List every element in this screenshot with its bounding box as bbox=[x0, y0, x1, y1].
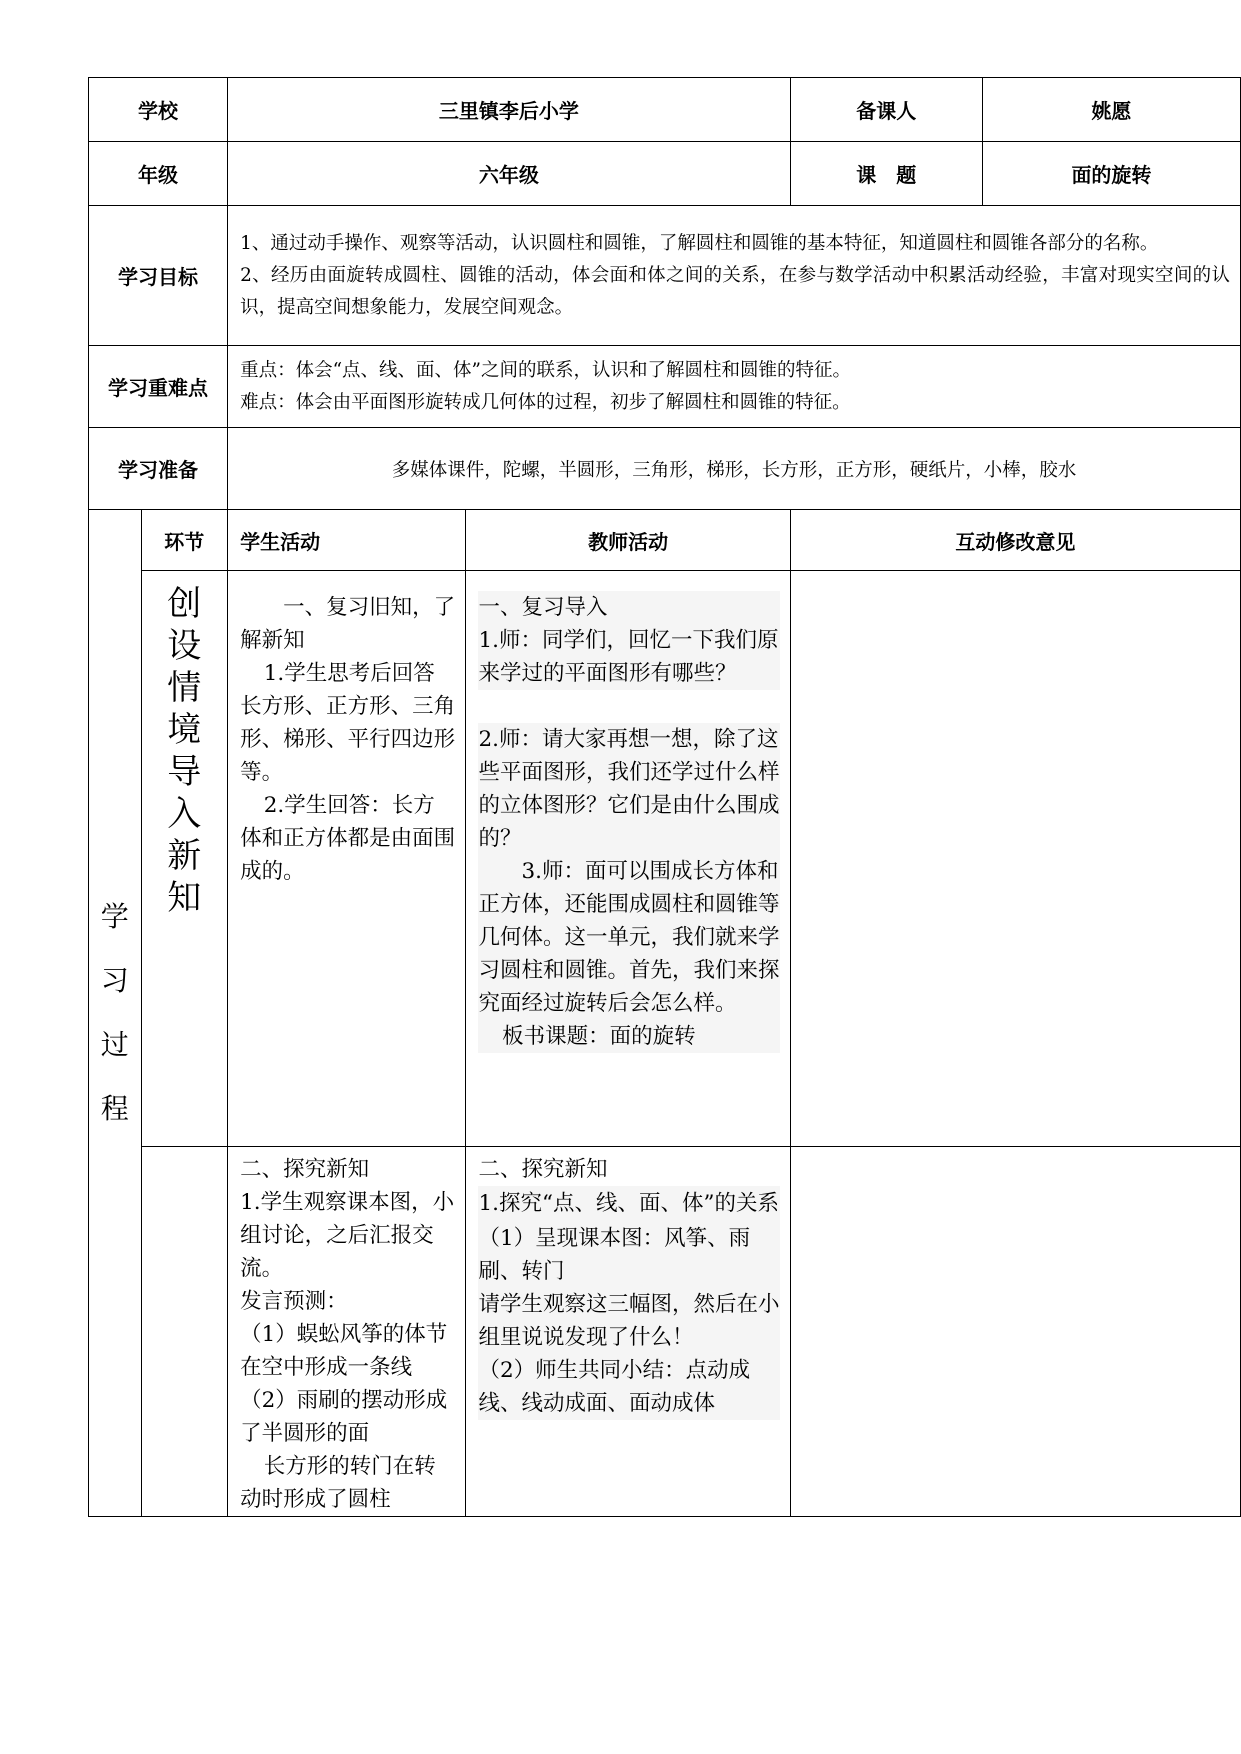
objective-1: 1、通过动手操作、观察等活动，认识圆柱和圆锥，了解圆柱和圆锥的基本特征，知道圆柱和圆锥各部分的名称。 bbox=[240, 232, 1159, 254]
student-para: 二、探究新知 bbox=[240, 1157, 370, 1182]
stage1-student-activity bbox=[228, 571, 466, 1147]
school-value: 三里镇李后小学 bbox=[228, 78, 791, 142]
stage-char: 知 bbox=[167, 878, 202, 918]
stage-char: 境 bbox=[167, 710, 202, 750]
stage1-feedback bbox=[790, 571, 1240, 1147]
col-student: 学生活动 bbox=[228, 510, 466, 571]
side-char: 过 bbox=[100, 1028, 129, 1061]
student-para: 1.学生思考后回答长方形、正方形、三角形、梯形、平行四边形等。 bbox=[240, 661, 456, 785]
stage-char: 创 bbox=[167, 584, 202, 624]
key-points-label: 学习重难点 bbox=[89, 346, 228, 428]
side-char: 程 bbox=[100, 1092, 129, 1125]
teacher-para: 2.师：请大家再想一想，除了这些平面图形，我们还学过什么样的立体图形？它们是由什么围成的？ bbox=[478, 723, 779, 855]
teacher-para: 板书课题：面的旋转 bbox=[478, 1020, 779, 1053]
student-para: （2）雨刷的摆动形成了半圆形的面 bbox=[240, 1388, 448, 1446]
side-char: 学 bbox=[100, 900, 129, 933]
stage-char: 新 bbox=[167, 836, 202, 876]
lesson-plan-table bbox=[88, 77, 1241, 1517]
header-row-grade bbox=[89, 142, 1241, 206]
student-para: 1.学生观察课本图，小组讨论，之后汇报交流。 bbox=[240, 1190, 455, 1281]
side-char: 习 bbox=[100, 964, 129, 997]
student-para: 发言预测： bbox=[240, 1289, 348, 1314]
col-stage: 环节 bbox=[141, 510, 228, 571]
teacher-para: （1）呈现课本图：风筝、雨刷、转门 bbox=[478, 1222, 779, 1288]
process-header-row bbox=[89, 510, 1241, 571]
col-feedback: 互动修改意见 bbox=[790, 510, 1240, 571]
difficult-point: 难点：体会由平面图形旋转成几何体的过程，初步了解圆柱和圆锥的特征。 bbox=[240, 391, 851, 413]
preparer-value: 姚愿 bbox=[982, 78, 1240, 142]
topic-value: 面的旋转 bbox=[982, 142, 1240, 206]
teacher-para: 二、探究新知 bbox=[478, 1157, 608, 1182]
stage1-teacher-activity bbox=[466, 571, 790, 1147]
teacher-para: 请学生观察这三幅图，然后在小组里说说发现了什么！ bbox=[478, 1288, 779, 1354]
objectives-text bbox=[228, 206, 1241, 346]
preparation-row bbox=[89, 428, 1241, 510]
col-teacher: 教师活动 bbox=[466, 510, 790, 571]
teacher-para: 1.探究“点、线、面、体”的关系 bbox=[478, 1186, 779, 1222]
school-label: 学校 bbox=[89, 78, 228, 142]
student-para: 2.学生回答：长方体和正方体都是由面围成的。 bbox=[240, 793, 456, 884]
stage2-feedback bbox=[790, 1147, 1240, 1517]
key-point: 重点：体会“点、线、面、体”之间的联系，认识和了解圆柱和圆锥的特征。 bbox=[240, 359, 851, 381]
preparation-label: 学习准备 bbox=[89, 428, 228, 510]
spacer bbox=[478, 690, 779, 723]
teacher-para: （2）师生共同小结：点动成线、线动成面、面动成体 bbox=[478, 1354, 779, 1420]
grade-label: 年级 bbox=[89, 142, 228, 206]
key-points-text bbox=[228, 346, 1241, 428]
teacher-para: 3.师：面可以围成长方体和正方体，还能围成圆柱和圆锥等几何体。这一单元，我们就来学习圆柱和圆锥。首先，我们来探究面经过旋转后会怎么样。 bbox=[478, 855, 779, 1020]
stage-char: 情 bbox=[167, 668, 202, 708]
student-para: 长方形的转门在转动时形成了圆柱 bbox=[240, 1454, 436, 1512]
objectives-label: 学习目标 bbox=[89, 206, 228, 346]
stage2-row bbox=[89, 1147, 1241, 1517]
process-side-label bbox=[89, 510, 142, 1517]
stage2-teacher-activity bbox=[466, 1147, 790, 1517]
student-para: （1）蜈蚣风筝的体节在空中形成一条线 bbox=[240, 1322, 448, 1380]
stage-char: 设 bbox=[167, 626, 202, 666]
stage-char: 导 bbox=[167, 752, 202, 792]
stage1-label bbox=[141, 571, 228, 1147]
preparer-label: 备课人 bbox=[790, 78, 982, 142]
teacher-para: 一、复习导入 bbox=[478, 591, 779, 624]
stage-char: 入 bbox=[167, 794, 202, 834]
teacher-para: 1.师：同学们，回忆一下我们原来学过的平面图形有哪些？ bbox=[478, 624, 779, 690]
stage2-student-activity bbox=[228, 1147, 466, 1517]
grade-value: 六年级 bbox=[228, 142, 791, 206]
stage2-label bbox=[141, 1147, 228, 1517]
header-row-school bbox=[89, 78, 1241, 142]
objective-2: 2、经历由面旋转成圆柱、圆锥的活动，体会面和体之间的关系，在参与数学活动中积累活动经验，丰富对现实空间的认识，提高空间想象能力，发展空间观念。 bbox=[240, 264, 1230, 318]
key-points-row bbox=[89, 346, 1241, 428]
stage1-row bbox=[89, 571, 1241, 1147]
topic-label: 课 题 bbox=[790, 142, 982, 206]
preparation-value: 多媒体课件，陀螺，半圆形，三角形，梯形，长方形，正方形，硬纸片，小棒，胶水 bbox=[228, 428, 1241, 510]
student-para: 一、复习旧知，了解新知 bbox=[240, 595, 456, 653]
objectives-row bbox=[89, 206, 1241, 346]
